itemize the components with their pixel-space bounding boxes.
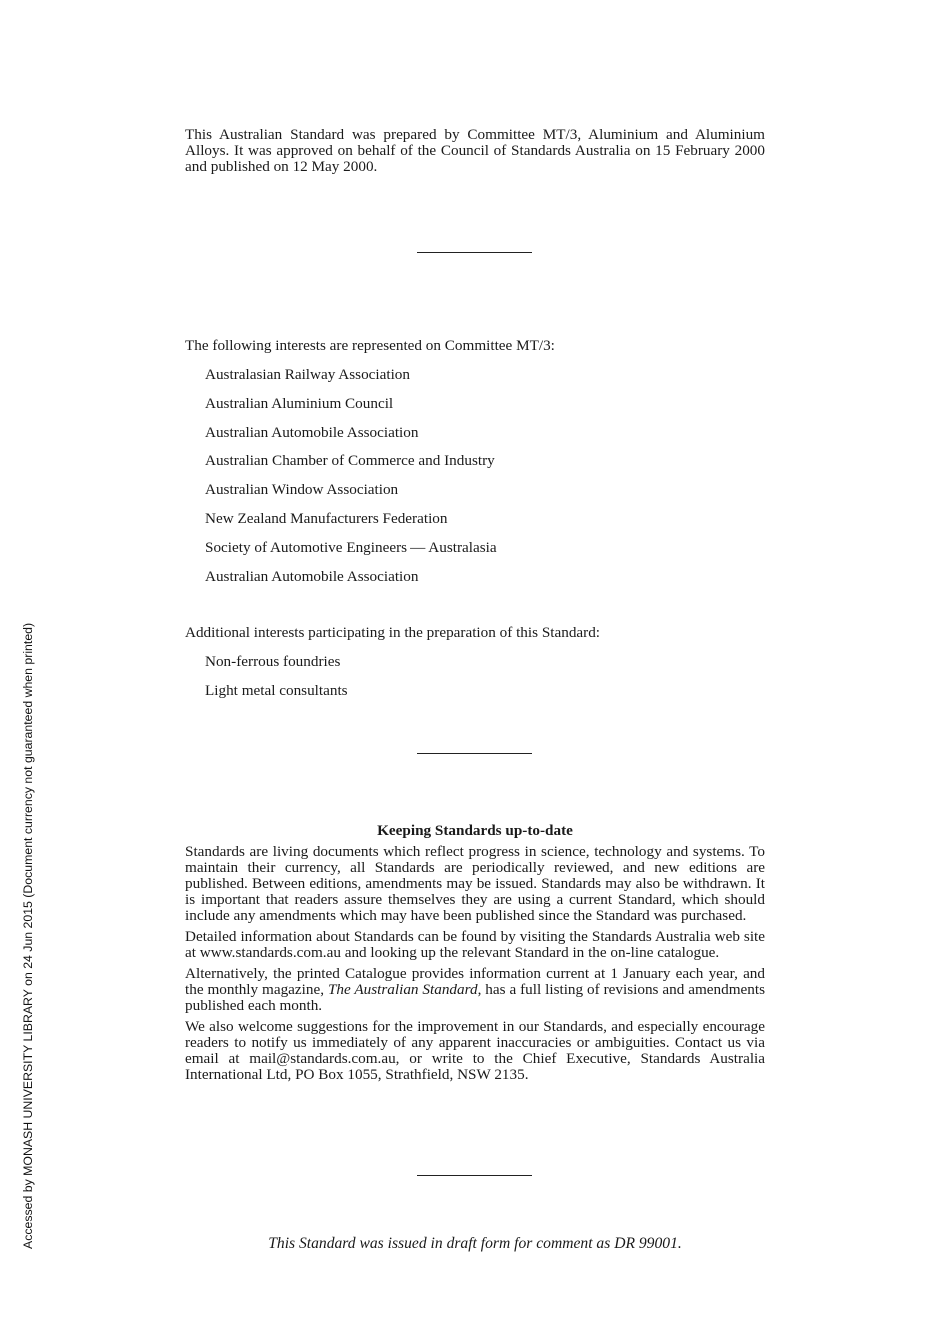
additional-interests-list: [205, 653, 348, 711]
list-item: Non-ferrous foundries: [205, 653, 341, 670]
committee-interests-list: [205, 366, 497, 596]
section-divider: [417, 252, 532, 253]
list-item: Light metal consultants: [205, 681, 348, 699]
list-item: Society of Automotive Engineers — Australasia: [205, 538, 497, 556]
paragraph-text: Detailed information about Standards can be found by visiting the Standards Australia web site at www.standards.com.au and looking up the relevant Standard in the on-line catalogue.: [185, 928, 765, 961]
committee-heading: The following interests are represented on Committee MT/3:: [185, 337, 555, 354]
keeping-up-to-date-section: [185, 844, 765, 1083]
list-item: Australian Automobile Association: [205, 423, 419, 441]
paragraph: We also welcome suggestions for the improvement in our Standards, and especially encourage readers to notify us immediately of any apparent inaccuracies or ambiguities. Contact us via email at mail@standards.com.au, or write to the Chief Executive, Standards Australia International Ltd, PO Box 1055, Strathfield, NSW 2135.: [185, 1018, 765, 1083]
approval-statement: This Australian Standard was prepared by Committee MT/3, Aluminium and Aluminium Alloys. It was approved on behalf of the Council of Standards Australia on 15 February 2000 and published on 12 May 2000.: [185, 126, 765, 175]
section-divider: [417, 1175, 532, 1176]
list-item: Australian Window Association: [205, 481, 399, 499]
draft-note: This Standard was issued in draft form for comment as DR 99001.: [268, 1235, 682, 1252]
section-divider: [417, 753, 532, 754]
additional-interests-heading: Additional interests participating in the preparation of this Standard:: [185, 624, 601, 641]
list-item: Australian Automobile Association: [205, 567, 419, 585]
paragraph-text: , has a full listing of revisions and amendments published each month.: [185, 981, 765, 1014]
section-title: Keeping Standards up-to-date: [377, 822, 573, 839]
list-item: Australian Aluminium Council: [205, 394, 394, 412]
list-item: Australian Chamber of Commerce and Industry: [205, 452, 495, 470]
list-item: Australasian Railway Association: [205, 366, 410, 383]
list-item: New Zealand Manufacturers Federation: [205, 509, 448, 527]
paragraph: [185, 929, 765, 961]
paragraph: Standards are living documents which reflect progress in science, technology and systems. To maintain their currency, all Standards are periodically reviewed, and new editions are published. Between editions, amendments may be issued. Standards may also be withdrawn. It is important that readers assure themselves they are using a current Standard, which should include any amendments which may have been published since the Standard was purchased.: [185, 843, 765, 924]
publication-title: The Australian Standard: [327, 981, 478, 998]
paragraph-text: Alternatively, the printed Catalogue provides information current at 1 January each year, and the monthly magazine,: [185, 965, 765, 998]
access-watermark: Accessed by MONASH UNIVERSITY LIBRARY on 24 Jun 2015 (Document currency not guaranteed when printed): [21, 622, 35, 1249]
paragraph: [185, 966, 765, 1014]
